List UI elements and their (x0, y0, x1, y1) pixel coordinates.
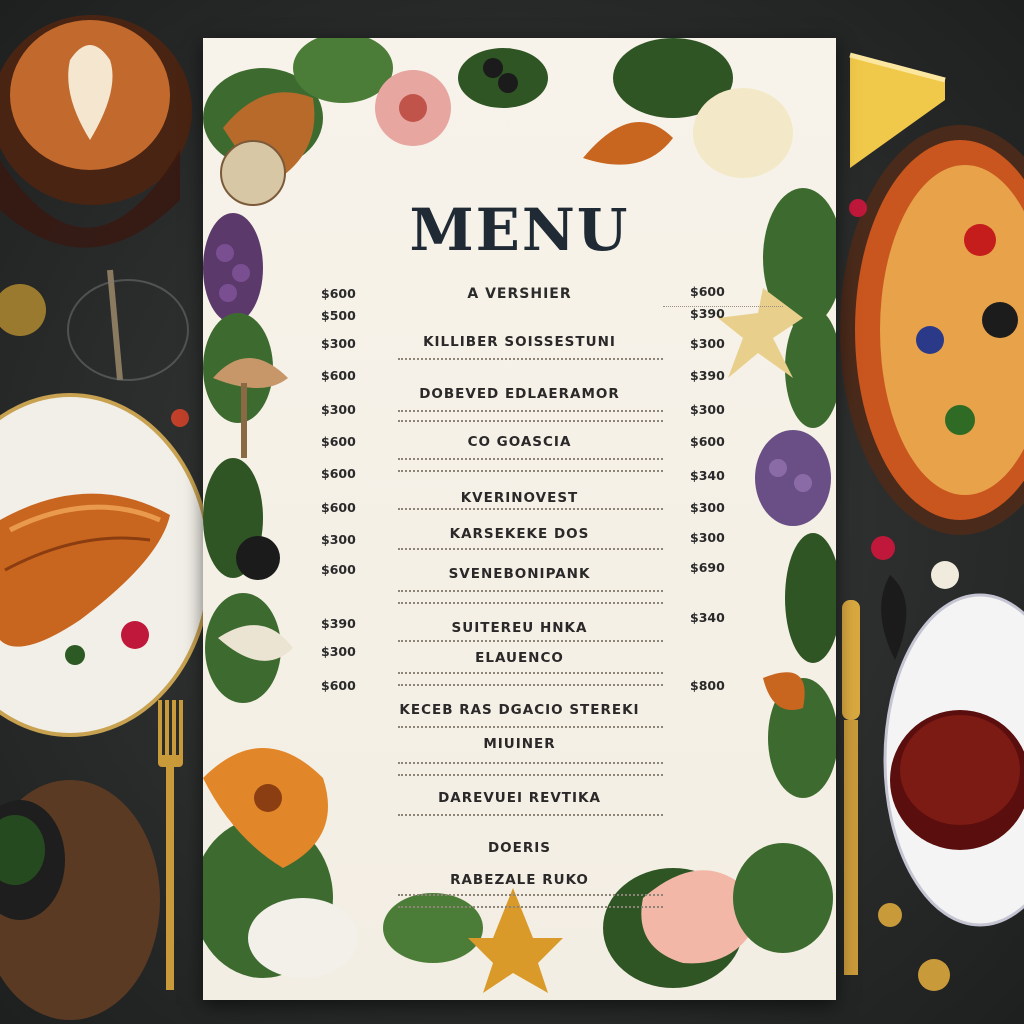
menu-item-description (398, 410, 663, 415)
menu-subtitle: A VERSHIER (467, 286, 572, 302)
menu-item-description (398, 508, 663, 513)
menu-item-description (398, 814, 663, 819)
menu-item-description (398, 906, 663, 911)
napkin-plate (885, 595, 1024, 925)
menu-item-name: DOBEVED EDLAERAMOR (419, 386, 620, 402)
price-left: $600 (321, 368, 356, 383)
knife (842, 600, 860, 975)
price-right: $300 (690, 402, 725, 417)
menu-item-name: KVERINOVEST (460, 490, 579, 506)
menu-item-description (398, 458, 663, 463)
menu-item-description (398, 726, 663, 731)
menu-item-description (398, 640, 663, 645)
menu-item-description (398, 590, 663, 595)
price-right: $300 (690, 530, 725, 545)
price-left: $300 (321, 644, 356, 659)
price-left: $600 (321, 286, 356, 301)
menu-item-name: KILLIBER SOISSESTUNI (423, 334, 616, 350)
menu-item-description (398, 684, 663, 689)
menu-item-name: CO GOASCIA (467, 434, 572, 450)
menu-item-description (398, 602, 663, 607)
menu-item-name: SUITEREU HNKA (451, 620, 588, 636)
menu-item-description (398, 470, 663, 475)
wine-glass (68, 270, 188, 380)
menu-item-description (398, 762, 663, 767)
price-left: $600 (321, 434, 356, 449)
menu-item-description (398, 894, 663, 899)
price-left: $600 (321, 466, 356, 481)
price-right: $340 (690, 468, 725, 483)
menu-card (203, 38, 836, 1000)
menu-item-description (398, 548, 663, 553)
price-left: $600 (321, 500, 356, 515)
menu-item-name: SVENEBONIPANK (448, 566, 591, 582)
menu-title: MENU (409, 196, 630, 264)
bowl (0, 780, 160, 1020)
latte-cup (0, 15, 192, 248)
flower (931, 561, 959, 589)
menu-item-description (398, 672, 663, 677)
price-left: $300 (321, 402, 356, 417)
price-right: $690 (690, 560, 725, 575)
price-right: $390 (690, 306, 725, 321)
fork (158, 700, 183, 990)
menu-item-name: DOERIS (487, 840, 552, 856)
price-right: $800 (690, 678, 725, 693)
menu-item-description (398, 420, 663, 425)
price-left: $600 (321, 678, 356, 693)
price-right: $300 (690, 500, 725, 515)
price-left: $500 (321, 308, 356, 323)
croissant-plate (0, 395, 210, 735)
price-left: $390 (321, 616, 356, 631)
price-left: $300 (321, 336, 356, 351)
price-left: $300 (321, 532, 356, 547)
pizza (840, 125, 1024, 535)
price-right: $390 (690, 368, 725, 383)
menu-item-description (398, 774, 663, 779)
stone (881, 575, 906, 660)
price-right: $600 (690, 284, 725, 299)
menu-item-name: DAREVUEI REVTIKA (438, 790, 601, 806)
brass-ornament (0, 284, 46, 336)
menu-item-name: MIUINER (483, 736, 556, 752)
menu-item-name: KARSEKEKE DOS (449, 526, 590, 542)
price-right: $340 (690, 610, 725, 625)
menu-item-name: KECEB RAS DGACIO STEREKI (399, 702, 640, 718)
price-right: $300 (690, 336, 725, 351)
raspberry (871, 536, 895, 560)
price-left: $600 (321, 562, 356, 577)
menu-item-name: RABEZALE RUKO (450, 872, 589, 888)
menu-item-name: ELAUENCO (475, 650, 564, 666)
price-right: $600 (690, 434, 725, 449)
menu-item-description (398, 358, 663, 363)
